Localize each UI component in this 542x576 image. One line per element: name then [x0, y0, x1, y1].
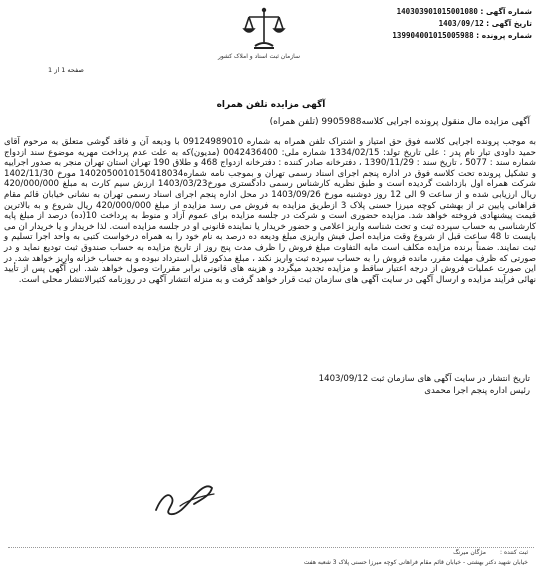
page-indicator: صفحه 1 از 1 [48, 66, 84, 74]
notice-body [4, 137, 536, 285]
publish-date-line: تاریخ انتشار در سایت آگهی های سازمان ثبت 1403/09/12 [318, 374, 530, 384]
notice-body-paragraph: به موجب پرونده اجرایی کلاسه فوق حق امتیاز و اشتراک تلفن همراه به شماره 09124989010 با ودیعه آن و فاقد گوشی متعلق به مرحوم آقای حمید داودی تبار نام پدر : علی تاریخ تولد: 1334/02/15 شماره ملی: 0042436400 (مدیون)که به علت عدم پرداخت مهریه موضوع سند ازدواج شماره سند : 5077 ، تاریخ سند : 1390/11/29 ، دفترخانه صادر کننده : دفترخانه ازدواج 468 و طلاق 190 تهران استان تهران منجر به صدور اجراییه و تشکیل پرونده تحت کلاسه فوق در اداره پنجم اجرای اسناد رسمی تهران و بموجب نامه شماره1402050010150418034 مورخ 1402/11/30 شرکت همراه اول بازداشت گردیده است و طبق نظریه کارشناس رسمی دادگستری مورخ1403/03/23 ارزش سیم کارت به مبلغ 420/000/000 ریال ارزیابی شده و از ساعت 9 الی 12 روز دوشنبه مورخ 1403/09/26 در محل اداره پنجم اجرای اسناد رسمی تهران به نشانی خیابان قائم مقام فراهانی پایین تر از بهشتی کوچه میرزا حسنی پلاک 3 ازطریق مزایده به فروش می رسد مزایده از مبلغ 420/000/000 ریال شروع و به بالاترین قیمت پیشنهادی فروخته خواهد شد. مزایده حضوری است و شرکت در جلسه مزایده برای عموم آزاد و منوط به پرداخت 10(ده) درصد از مبلغ پایه کارشناسی به حساب سپرده ثبت و تحت شناسه واریز اعلامی و حضور خریدار یا نماینده قانونی او در جلسه مزایده است. لذا خریدار و یا خریدار ان می بایست تا 48 ساعت قبل از شروع وقت مزایده اصل فیش واریزی مبلغ ودیعه ده درصد به نام خود را به همراه درخواست کتبی به واحد اجرا تسلیم و ثبت نمایند. ضمناً برنده مزایده مکلف است مابه التفاوت مبلغ فروش را ظرف مدت پنج روز از تاریخ مزایده به حساب صندوق ثبت تودیع نماید و در صورتی که ظرف مهلت مقرر، مانده فروش را به حساب سپرده ثبت واریز نکند ، مبلغ مذکور قابل استرداد نبوده و به حساب خزانه واریز خواهد شد. در این صورت عملیات فروش از درجه اعتبار ساقط و مزایده تجدید میگردد و هزینه های قانونی برابر مقررات وصول خواهد شد. این آگهی پس از تأیید نهائی فرآیند مزایده و ارسال آگهی در سایت آگهی های سازمان ثبت قرار خواهد گرفت و به منزله انتشار آگهی در روزنامه کثیرالانتشار محلی است. [4, 137, 537, 285]
notice-number-label: شماره آگهی : [480, 7, 532, 16]
footer-address: خیابان شهید دکتر بهشتی - خیابان قائم مقام فراهانی کوچه میرزا حسنی پلاک 3 شعبه هفت [303, 559, 528, 566]
footer-unit-value: مژگان میرنگ [453, 549, 487, 556]
notice-number: 140303901015001080 [396, 7, 478, 16]
case-number-row [352, 30, 532, 42]
judiciary-emblem [217, 6, 300, 74]
footer-unit-label: ثبت کننده : [500, 549, 528, 556]
notice-date: 1403/09/12 [438, 19, 484, 28]
notice-subtitle: آگهی مزایده مال منقول پرونده اجرایی کلاسه9905988 (تلفن همراه) [269, 117, 530, 127]
handwritten-signature [150, 470, 220, 520]
scales-of-justice-icon [242, 6, 286, 52]
footer-divider [8, 547, 534, 548]
organization-name: سازمان ثبت اسناد و املاک کشور [217, 53, 300, 60]
notice-meta [352, 6, 532, 42]
footer-unit [439, 549, 528, 556]
notice-date-row [352, 18, 532, 30]
case-number: 139904001015005988 [392, 31, 474, 40]
notice-date-label: تاریخ آگهی : [486, 19, 532, 28]
case-number-label: شماره پرونده : [476, 31, 532, 40]
notice-number-row [352, 6, 532, 18]
notice-title: آگهی مزایده تلفن همراه [216, 100, 326, 110]
signer-name: رئیس اداره پنجم اجرا محمدی [424, 386, 530, 396]
